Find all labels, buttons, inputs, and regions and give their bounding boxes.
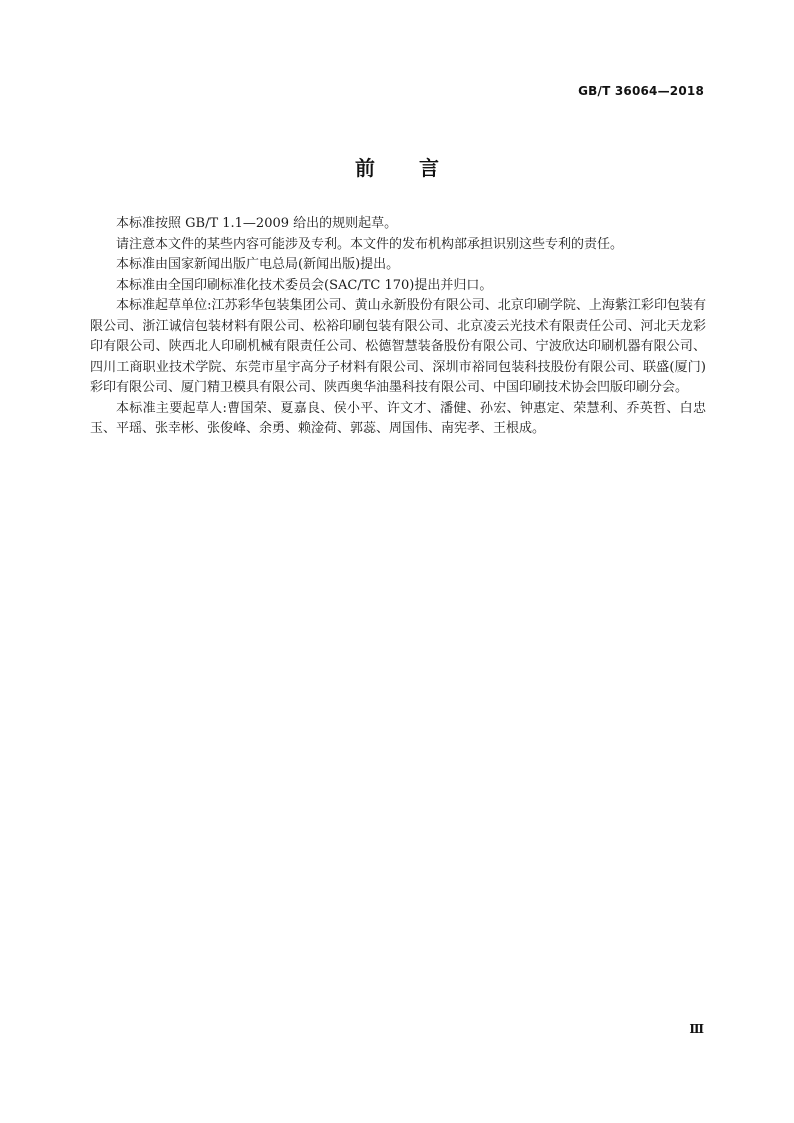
paragraph-drafting-rules: 本标准按照 GB/T 1.1—2009 给出的规则起草。 xyxy=(116,216,398,231)
foreword-body xyxy=(90,214,706,440)
standard-number: GB/T 36064—2018 xyxy=(578,84,704,98)
paragraph-drafting-organizations: 本标准起草单位:江苏彩华包装集团公司、黄山永新股份有限公司、北京印刷学院、上海紫江彩印包装有限公司、浙江诚信包装材料有限公司、松裕印刷包装有限公司、北京凌云光技术有限责任公司、河北天龙彩印有限公司、陕西北人印刷机械有限责任公司、松德智慧装备股份有限公司、宁波欣达印刷机器有限公司、四川工商职业技术学院、东莞市星宇高分子材料有限公司、深圳市裕同包装科技股份有限公司、联盛(厦门)彩印有限公司、厦门精卫模具有限公司、陕西奥华油墨科技有限公司、中国印刷技术协会凹版印刷分会。 xyxy=(90,298,706,395)
paragraph-patent-notice: 请注意本文件的某些内容可能涉及专利。本文件的发布机构部承担识别这些专利的责任。 xyxy=(116,236,624,252)
paragraph-proposed-by: 本标准由国家新闻出版广电总局(新闻出版)提出。 xyxy=(116,257,400,272)
page-title: 前言 xyxy=(355,156,483,180)
paragraph-main-drafters: 本标准主要起草人:曹国荣、夏嘉良、侯小平、许文才、潘健、孙宏、钟惠定、荣慧利、乔英哲、白忠玉、平瑶、张幸彬、张俊峰、余勇、赖淦荷、郭蕊、周国伟、南宪孝、王根成。 xyxy=(90,400,706,436)
paragraph-centralized-by: 本标准由全国印刷标准化技术委员会(SAC/TC 170)提出并归口。 xyxy=(116,277,493,293)
page-number: Ⅲ xyxy=(689,1022,704,1036)
